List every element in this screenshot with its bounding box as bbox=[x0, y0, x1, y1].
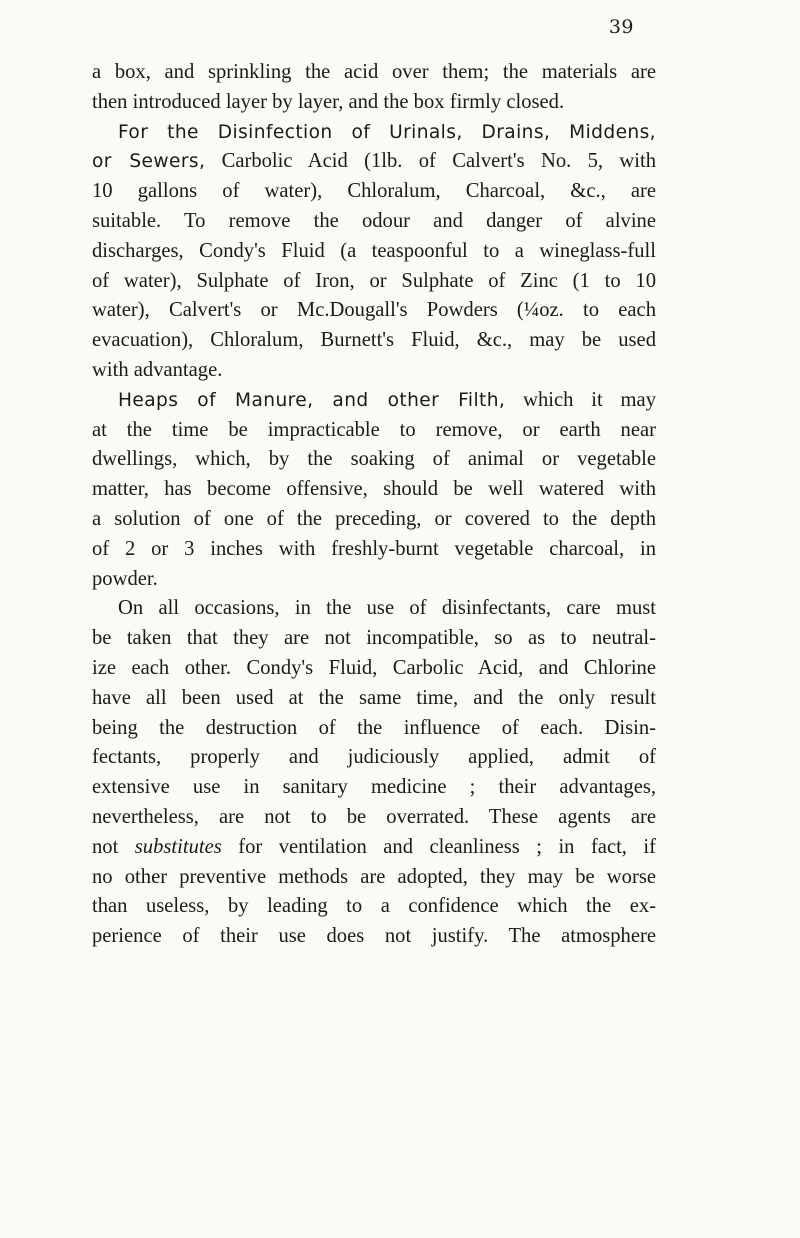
text-run: at the time be impracticable to remove, or earth near bbox=[92, 418, 656, 441]
text-run: for ventilation and cleanliness ; in fact, if bbox=[221, 835, 656, 858]
text-line bbox=[92, 207, 656, 237]
text-run: powder. bbox=[92, 567, 158, 590]
text-line bbox=[92, 714, 656, 744]
text-line bbox=[92, 594, 656, 624]
body-text bbox=[92, 58, 656, 952]
text-line bbox=[92, 58, 656, 88]
text-line bbox=[92, 743, 656, 773]
text-run: be taken that they are not incompatible, so as to neutral- bbox=[92, 627, 656, 650]
text-line bbox=[92, 892, 656, 922]
italic-text: substitutes bbox=[134, 835, 222, 858]
text-run: have all been used at the same time, and the only result bbox=[92, 686, 656, 709]
text-line bbox=[92, 535, 656, 565]
text-run: perience of their use does not justify. The atmosphere bbox=[92, 925, 656, 948]
text-run: evacuation), Chloralum, Burnett's Fluid, &c., may be used bbox=[92, 329, 656, 352]
text-line bbox=[92, 475, 656, 505]
text-run: suitable. To remove the odour and danger of alvine bbox=[92, 209, 656, 232]
run-in-heading: or Sewers, bbox=[92, 151, 206, 173]
text-line bbox=[92, 118, 656, 148]
text-run: of 2 or 3 inches with freshly-burnt vegetable charcoal, in bbox=[92, 537, 656, 560]
text-line bbox=[92, 326, 656, 356]
text-line bbox=[92, 624, 656, 654]
text-run: extensive use in sanitary medicine ; their advantages, bbox=[92, 776, 656, 799]
text-line bbox=[92, 356, 656, 386]
text-run: than useless, by leading to a confidence which the ex- bbox=[92, 895, 656, 918]
text-line bbox=[92, 833, 656, 863]
text-line bbox=[92, 922, 656, 952]
text-line bbox=[92, 386, 656, 416]
text-run: of water), Sulphate of Iron, or Sulphate of Zinc (1 to 10 bbox=[92, 269, 656, 292]
text-run: Carbolic Acid (1lb. of Calvert's No. 5, with bbox=[205, 150, 657, 173]
text-run: nevertheless, are not to be overrated. These agents are bbox=[92, 805, 656, 828]
run-in-heading: Heaps of Manure, and other Filth, bbox=[118, 389, 506, 411]
text-line bbox=[92, 565, 656, 595]
text-run: matter, has become offensive, should be well watered with bbox=[92, 478, 656, 501]
text-line bbox=[92, 863, 656, 893]
text-run: discharges, Condy's Fluid (a teaspoonful to a wineglass-full bbox=[92, 239, 656, 262]
text-line bbox=[92, 147, 656, 177]
text-run: no other preventive methods are adopted, they may be worse bbox=[92, 865, 656, 888]
page-number: 39 bbox=[608, 16, 634, 38]
text-line bbox=[92, 296, 656, 326]
text-line bbox=[92, 267, 656, 297]
text-line bbox=[92, 505, 656, 535]
text-run: 10 gallons of water), Chloralum, Charcoal, &c., are bbox=[92, 180, 656, 203]
text-run: not bbox=[92, 835, 135, 858]
text-run: On all occasions, in the use of disinfectants, care must bbox=[118, 597, 656, 620]
text-run: then introduced layer by layer, and the box firmly closed. bbox=[92, 90, 565, 113]
text-run: water), Calvert's or Mc.Dougall's Powders (¼oz. to each bbox=[92, 299, 656, 322]
run-in-heading: For the Disinfection of Urinals, Drains, Middens, bbox=[118, 121, 656, 143]
text-line bbox=[92, 88, 656, 118]
text-run: a box, and sprinkling the acid over them; the materials are bbox=[92, 61, 656, 83]
text-line bbox=[92, 803, 656, 833]
text-line bbox=[92, 177, 656, 207]
text-line bbox=[92, 773, 656, 803]
text-run: dwellings, which, by the soaking of animal or vegetable bbox=[92, 448, 656, 471]
text-run: which it may bbox=[505, 388, 656, 411]
text-run: being the destruction of the influence of each. Disin- bbox=[92, 716, 656, 739]
text-run: ize each other. Condy's Fluid, Carbolic Acid, and Chlorine bbox=[92, 656, 656, 679]
text-line bbox=[92, 684, 656, 714]
text-line bbox=[92, 237, 656, 267]
text-line bbox=[92, 654, 656, 684]
text-run: with advantage. bbox=[92, 358, 223, 381]
text-run: fectants, properly and judiciously applied, admit of bbox=[92, 746, 656, 769]
text-line bbox=[92, 445, 656, 475]
text-run: a solution of one of the preceding, or covered to the depth bbox=[92, 507, 656, 530]
text-line bbox=[92, 416, 656, 446]
